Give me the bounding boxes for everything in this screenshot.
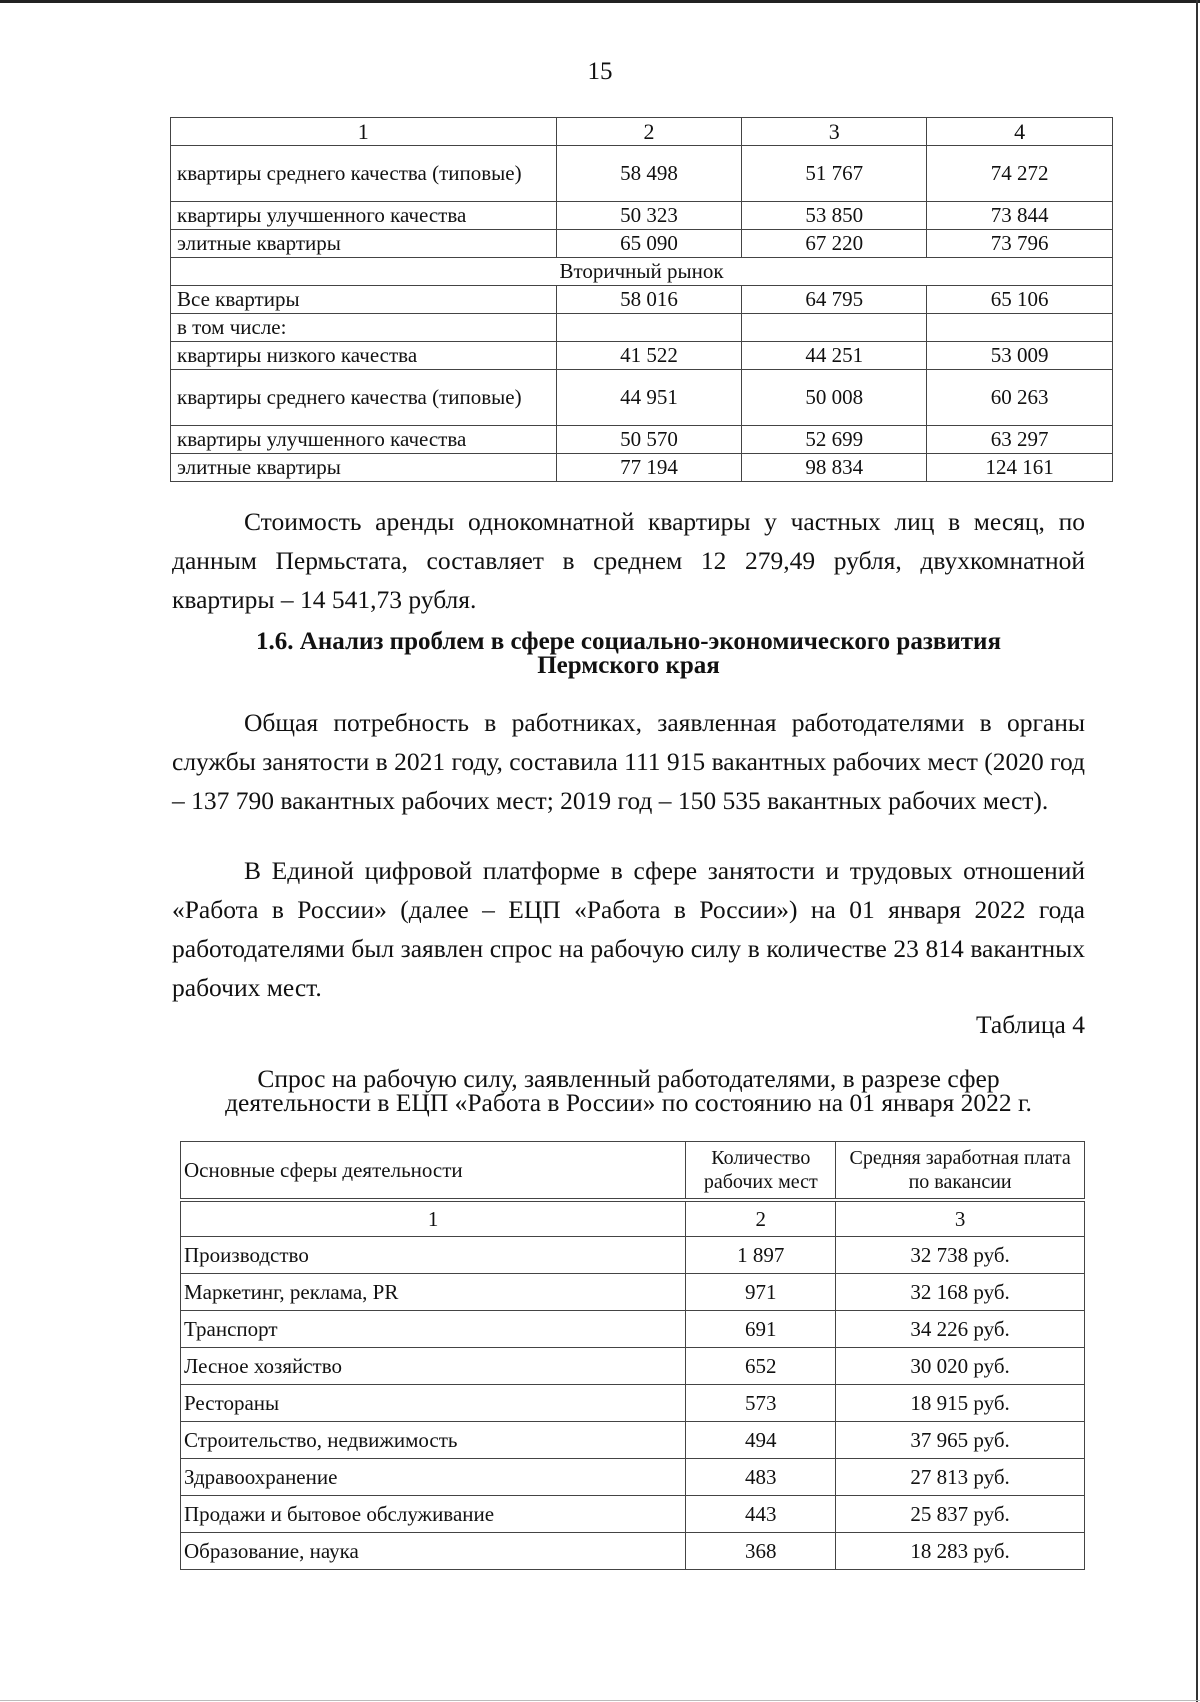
table-row xyxy=(181,1422,1085,1459)
column-number: 1 xyxy=(181,1200,686,1237)
header-salary: Средняя заработная плата по вакансии xyxy=(836,1142,1085,1201)
salary: 25 837 руб. xyxy=(836,1496,1085,1533)
sphere: Лесное хозяйство xyxy=(181,1348,686,1385)
cell-value: 124 161 xyxy=(927,454,1113,482)
salary: 18 915 руб. xyxy=(836,1385,1085,1422)
cell-value: 53 009 xyxy=(927,342,1113,370)
column-number: 2 xyxy=(556,118,742,146)
table-row xyxy=(181,1311,1085,1348)
salary: 30 020 руб. xyxy=(836,1348,1085,1385)
jobs: 443 xyxy=(686,1496,836,1533)
header-jobs: Количество рабочих мест xyxy=(686,1142,836,1201)
section-heading xyxy=(172,630,1085,678)
salary: 27 813 руб. xyxy=(836,1459,1085,1496)
cell-value: 50 323 xyxy=(556,202,742,230)
cell-value: 67 220 xyxy=(742,230,927,258)
table-row xyxy=(181,1385,1085,1422)
caption-line: Спрос на рабочую силу, заявленный работодателями, в разрезе сфер xyxy=(257,1064,1000,1093)
sphere: Транспорт xyxy=(181,1311,686,1348)
section-heading-line: Пермского края xyxy=(537,652,720,679)
labor-demand-table xyxy=(180,1141,1085,1570)
table-row xyxy=(181,1274,1085,1311)
cell-value: 73 796 xyxy=(927,230,1113,258)
column-number: 3 xyxy=(836,1200,1085,1237)
cell-value: 50 008 xyxy=(742,370,927,426)
table-row xyxy=(171,286,1113,314)
row-label: квартиры низкого качества xyxy=(171,342,557,370)
table-row xyxy=(181,1459,1085,1496)
cell-value: 65 106 xyxy=(927,286,1113,314)
row-label: элитные квартиры xyxy=(171,230,557,258)
cell-value: 63 297 xyxy=(927,426,1113,454)
column-number-row xyxy=(181,1200,1085,1237)
page-border-bottom xyxy=(0,1700,1200,1701)
page-border-top xyxy=(0,0,1200,3)
column-number-row xyxy=(171,118,1113,146)
cell-value xyxy=(927,314,1113,342)
sphere: Производство xyxy=(181,1237,686,1274)
cell-value: 58 498 xyxy=(556,146,742,202)
jobs: 652 xyxy=(686,1348,836,1385)
table-row xyxy=(181,1533,1085,1570)
paragraph-text: Общая потребность в работниках, заявленная работодателями в органы службы занятости в 2021 году, составила 111 915 вакантных рабочих мест (2020 год – 137 790 вакантных рабочих мест; 2019 год – 150 535 вакантных рабочих мест). xyxy=(172,708,1085,815)
housing-price-table xyxy=(170,117,1113,482)
cell-value: 41 522 xyxy=(556,342,742,370)
table-row xyxy=(171,426,1113,454)
cell-value xyxy=(556,314,742,342)
jobs: 971 xyxy=(686,1274,836,1311)
cell-value xyxy=(742,314,927,342)
row-label: квартиры среднего качества (типовые) xyxy=(171,370,557,426)
salary: 32 738 руб. xyxy=(836,1237,1085,1274)
row-label: Все квартиры xyxy=(171,286,557,314)
row-label: в том числе: xyxy=(171,314,557,342)
jobs: 483 xyxy=(686,1459,836,1496)
salary: 34 226 руб. xyxy=(836,1311,1085,1348)
header-row xyxy=(181,1142,1085,1201)
table-row xyxy=(171,454,1113,482)
paragraph-text: Стоимость аренды однокомнатной квартиры у частных лиц в месяц, по данным Пермьстата, составляет в среднем 12 279,49 рубля, двухкомнатной квартиры – 14 541,73 рубля. xyxy=(172,507,1085,614)
column-number: 4 xyxy=(927,118,1113,146)
jobs: 368 xyxy=(686,1533,836,1570)
cell-value: 50 570 xyxy=(556,426,742,454)
table-caption xyxy=(172,1064,1085,1117)
section-row-secondary-market xyxy=(171,258,1113,286)
cell-value: 44 251 xyxy=(742,342,927,370)
cell-value: 53 850 xyxy=(742,202,927,230)
salary: 37 965 руб. xyxy=(836,1422,1085,1459)
sphere: Строительство, недвижимость xyxy=(181,1422,686,1459)
header-sphere: Основные сферы деятельности xyxy=(181,1142,686,1201)
table-row xyxy=(171,230,1113,258)
caption-line: деятельности в ЕЦП «Работа в России» по состоянию на 01 января 2022 г. xyxy=(225,1088,1032,1117)
cell-value: 64 795 xyxy=(742,286,927,314)
column-number: 2 xyxy=(686,1200,836,1237)
table-row xyxy=(171,342,1113,370)
table-row xyxy=(171,146,1113,202)
section-title: Вторичный рынок xyxy=(171,258,1113,286)
sphere: Здравоохранение xyxy=(181,1459,686,1496)
page-border-right xyxy=(1196,0,1198,1702)
cell-value: 98 834 xyxy=(742,454,927,482)
table-row xyxy=(171,370,1113,426)
table-label: Таблица 4 xyxy=(975,1010,1085,1039)
column-number: 1 xyxy=(171,118,557,146)
jobs: 494 xyxy=(686,1422,836,1459)
sphere: Продажи и бытовое обслуживание xyxy=(181,1496,686,1533)
jobs: 1 897 xyxy=(686,1237,836,1274)
column-number: 3 xyxy=(742,118,927,146)
paragraph-platform xyxy=(172,851,1085,1007)
section-heading-line: 1.6. Анализ проблем в сфере социально-экономического развития xyxy=(256,628,1001,655)
paragraph-rent xyxy=(172,502,1085,619)
paragraph-text: В Единой цифровой платформе в сфере занятости и трудовых отношений «Работа в России» (далее – ЕЦП «Работа в России») на 01 января 2022 года работодателями был заявлен спрос на рабочую силу в количестве 23 814 вакантных рабочих мест. xyxy=(172,856,1085,1002)
page-number: 15 xyxy=(587,58,613,85)
sphere: Образование, наука xyxy=(181,1533,686,1570)
sphere: Рестораны xyxy=(181,1385,686,1422)
cell-value: 51 767 xyxy=(742,146,927,202)
jobs: 691 xyxy=(686,1311,836,1348)
salary: 18 283 руб. xyxy=(836,1533,1085,1570)
row-label: квартиры улучшенного качества xyxy=(171,202,557,230)
cell-value: 52 699 xyxy=(742,426,927,454)
cell-value: 65 090 xyxy=(556,230,742,258)
row-label: квартиры улучшенного качества xyxy=(171,426,557,454)
salary: 32 168 руб. xyxy=(836,1274,1085,1311)
sphere: Маркетинг, реклама, PR xyxy=(181,1274,686,1311)
cell-value: 60 263 xyxy=(927,370,1113,426)
cell-value: 77 194 xyxy=(556,454,742,482)
paragraph-demand xyxy=(172,703,1085,820)
jobs: 573 xyxy=(686,1385,836,1422)
row-label: квартиры среднего качества (типовые) xyxy=(171,146,557,202)
cell-value: 74 272 xyxy=(927,146,1113,202)
cell-value: 73 844 xyxy=(927,202,1113,230)
cell-value: 44 951 xyxy=(556,370,742,426)
table-row xyxy=(181,1496,1085,1533)
cell-value: 58 016 xyxy=(556,286,742,314)
table-row xyxy=(181,1237,1085,1274)
row-label: элитные квартиры xyxy=(171,454,557,482)
table-row xyxy=(171,202,1113,230)
table-row xyxy=(181,1348,1085,1385)
table-row xyxy=(171,314,1113,342)
